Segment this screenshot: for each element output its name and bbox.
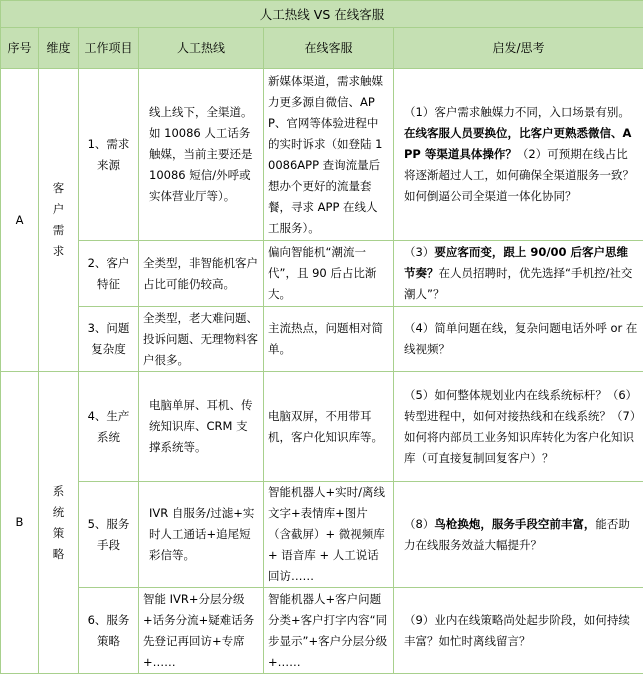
item-cell: 1、需求来源	[79, 69, 139, 241]
dimension-char: 客	[43, 178, 74, 199]
insight-cell	[394, 372, 643, 482]
insight-cell	[394, 241, 643, 307]
group-no: A	[1, 69, 39, 372]
table-title: 人工热线 VS 在线客服	[1, 1, 643, 28]
insight-text: （6）转型进程中，如何对接热线和在线系统？	[404, 388, 637, 423]
title-row	[1, 1, 643, 28]
online-cell: 偏向智能机“潮流一代”，且 90 后占比渐大。	[264, 241, 394, 307]
insight-text: （9）业内在线策略尚处起步阶段，如何持续丰富？如忙时离线留言？	[404, 613, 630, 648]
group-no: B	[1, 372, 39, 674]
insight-text: （2）可预期在线占比将逐渐超过人工，如何确保全渠道服务一致？如何倒逼公司全渠道一体化协同？	[404, 147, 634, 203]
insight-emphasis: 要应客而变，跟上 90/00 后客户思维节奏？	[404, 245, 628, 280]
dimension-char: 略	[43, 544, 74, 565]
insight-text: 在人员招聘时，优先选择“手机控/社交潮人”？	[404, 266, 632, 301]
hotline-cell: 智能 IVR+分层分级+话务分流+疑难话务先登记再回访+专席+……	[139, 588, 264, 674]
item-cell: 4、生产系统	[79, 372, 139, 482]
hotline-cell: 线上线下，全渠道。如 10086 人工话务触媒，当前主要还是 10086 短信/外呼或实体营业厅等）。	[139, 69, 264, 241]
hotline-cell: 全类型，老大难问题、投诉问题、无理物料客户很多。	[139, 307, 264, 372]
insight-text: （4）简单问题在线，复杂问题电话外呼 or 在线视频？	[404, 321, 637, 356]
group-dimension	[39, 69, 79, 372]
table-row	[1, 482, 643, 588]
insight-text: （8）	[404, 517, 434, 531]
table-row	[1, 307, 643, 372]
insight-cell	[394, 588, 643, 674]
online-cell: 主流热点，问题相对简单。	[264, 307, 394, 372]
table-row	[1, 372, 643, 482]
insight-emphasis: 鸟枪换炮，服务手段空前丰富，	[434, 517, 595, 531]
hotline-cell: 全类型，非智能机客户占比可能仍较高。	[139, 241, 264, 307]
insight-cell	[394, 69, 643, 241]
header-no: 序号	[1, 28, 39, 69]
dimension-char: 求	[43, 241, 74, 262]
dimension-char: 户	[43, 199, 74, 220]
table-row	[1, 588, 643, 674]
dimension-char: 统	[43, 502, 74, 523]
insight-text: （3）	[404, 245, 434, 259]
item-cell: 3、问题复杂度	[79, 307, 139, 372]
insight-cell	[394, 482, 643, 588]
online-cell: 电脑双屏，不用带耳机，客户化知识库等。	[264, 372, 394, 482]
header-row	[1, 28, 643, 69]
item-cell: 6、服务策略	[79, 588, 139, 674]
insight-text: （1）客户需求触媒力不同，入口场景有别。	[404, 105, 630, 119]
header-dimension: 维度	[39, 28, 79, 69]
dimension-char: 策	[43, 523, 74, 544]
insight-cell	[394, 307, 643, 372]
hotline-cell: 电脑单屏、耳机、传统知识库、CRM 支撑系统等。	[139, 372, 264, 482]
header-online: 在线客服	[264, 28, 394, 69]
table-row	[1, 69, 643, 241]
dimension-char: 系	[43, 481, 74, 502]
header-insight: 启发/思考	[394, 28, 643, 69]
insight-text: 能否助力在线服务效益大幅提升？	[404, 517, 630, 552]
insight-text: （5）如何整体规划业内在线系统标杆？	[404, 388, 607, 402]
group-dimension	[39, 372, 79, 674]
item-cell: 5、服务手段	[79, 482, 139, 588]
dimension-char: 需	[43, 220, 74, 241]
insight-emphasis: 在线客服人员要换位，比客户更熟悉微信、APP 等渠道具体操作？	[404, 126, 631, 161]
table-row	[1, 241, 643, 307]
online-cell: 新媒体渠道，需求触媒力更多源自微信、APP、官网等体验进程中的实时诉求（如登陆 10086APP 查询流量后想办个更好的流量套餐，寻求 APP 在线人工服务）。	[264, 69, 394, 241]
header-hotline: 人工热线	[139, 28, 264, 69]
online-cell: 智能机器人+实时/离线文字+表情库+图片（含截屏）+ 微视频库 + 语音库 + 人工说话回访……	[264, 482, 394, 588]
item-cell: 2、客户特征	[79, 241, 139, 307]
hotline-cell: IVR 自服务/过滤+实时人工通话+追尾短彩信等。	[139, 482, 264, 588]
online-cell: 智能机器人+客户问题分类+客户打字内容“同步显示”+客户分层分级+……	[264, 588, 394, 674]
insight-text: （7）如何将内部员工业务知识库转化为客户化知识库（可直接复制回复客户）？	[404, 409, 636, 465]
header-item: 工作项目	[79, 28, 139, 69]
